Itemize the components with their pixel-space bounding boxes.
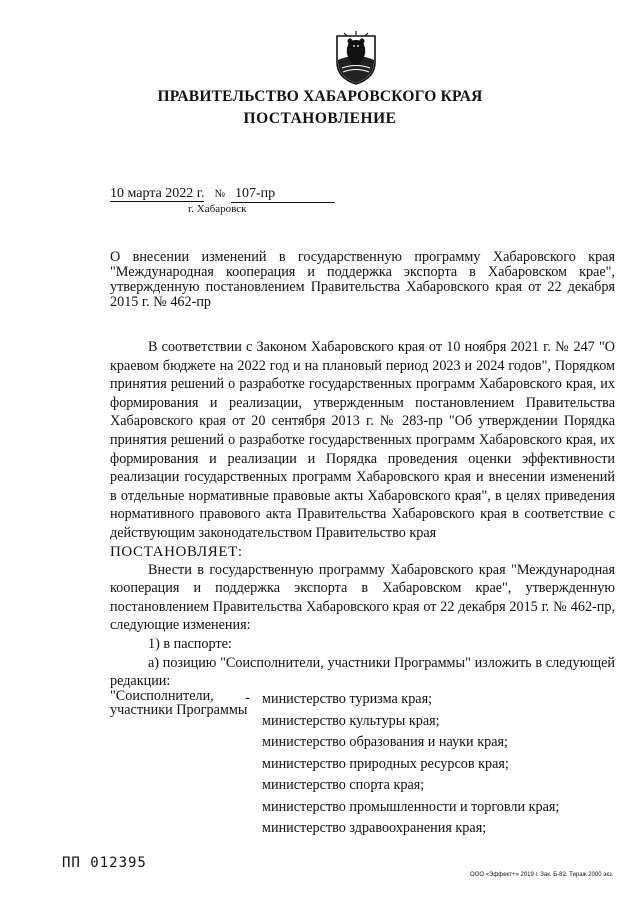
list-item: министерство промышленности и торговли края; (262, 798, 560, 815)
decree-word: ПОСТАНОВЛЯЕТ: (110, 543, 243, 560)
paragraph-2: 1) в паспорте: (148, 635, 232, 652)
list-item: министерство природных ресурсов края; (262, 755, 509, 772)
government-title: ПРАВИТЕЛЬСТВО ХАБАРОВСКОГО КРАЯ (157, 88, 483, 105)
table-dash: - (245, 690, 250, 706)
preamble-paragraph: В соответствии с Законом Хабаровского края от 10 ноября 2021 г. № 247 "О краевом бюджете на 2022 год и на плановый период 2023 и 2024 годов", Порядком принятия решений о разработке государственных программ Хабаровского края, их формирования и реализации, утвержденным постановлением Правительства Хабаровского края от 20 сентября 2013 г. № 283-пр "Об утверждении Порядка принятия решений о разработке государственных программ Хабаровского края, их формирования и реализации и Порядка проведения оценки эффективности реализации государственных программ Хабаровского края и внесении изменений в отдельные нормативные правовые акты Хабаровского края", в целях приведения нормативного правового акта Правительства Хабаровского края в соответствие с действующим законодательством Правительство края (110, 339, 615, 541)
paragraph-3: а) позицию "Соисполнители, участники Программы" изложить в следующей редакции: (110, 654, 615, 690)
document-body (110, 338, 615, 691)
document-type: ПОСТАНОВЛЕНИЕ (243, 110, 397, 127)
list-item: министерство образования и науки края; (262, 734, 508, 750)
form-serial-number: ПП 012395 (62, 855, 147, 871)
paragraph-1: Внести в государственную программу Хабаровского края "Международная кооперация и поддержка экспорта в Хабаровском крае", утвержденную постановлением Правительства Хабаровского края от 22 декабря 2015 г. № 462-пр, следующие изменения: (110, 561, 615, 634)
city: г. Хабаровск (188, 203, 247, 215)
document-date: 10 марта 2022 г. (110, 186, 205, 201)
number-sign: № (214, 188, 225, 200)
coat-of-arms-icon (334, 30, 378, 86)
list-item: министерство туризма края; (262, 691, 433, 707)
table-label: "Соисполнители, участники Программы (110, 688, 248, 718)
printer-imprint: ООО «Эффект+» 2019 г. Зак. Б-82. Тираж 2000 экз. (470, 872, 614, 878)
document-number: 107-пр (231, 186, 335, 203)
list-item: министерство культуры края; (262, 712, 440, 729)
document-subject: О внесении изменений в государственную программу Хабаровского края "Международная кооперация и поддержка экспорта в Хабаровском крае", утвержденную постановлением Правительства Хабаровского края от 22 декабря 2015 г. № 462-пр (110, 249, 615, 310)
table-items (262, 690, 612, 841)
list-item: министерство здравоохранения края; (262, 820, 487, 836)
date-number-line (110, 186, 335, 203)
list-item: министерство спорта края; (262, 777, 425, 793)
